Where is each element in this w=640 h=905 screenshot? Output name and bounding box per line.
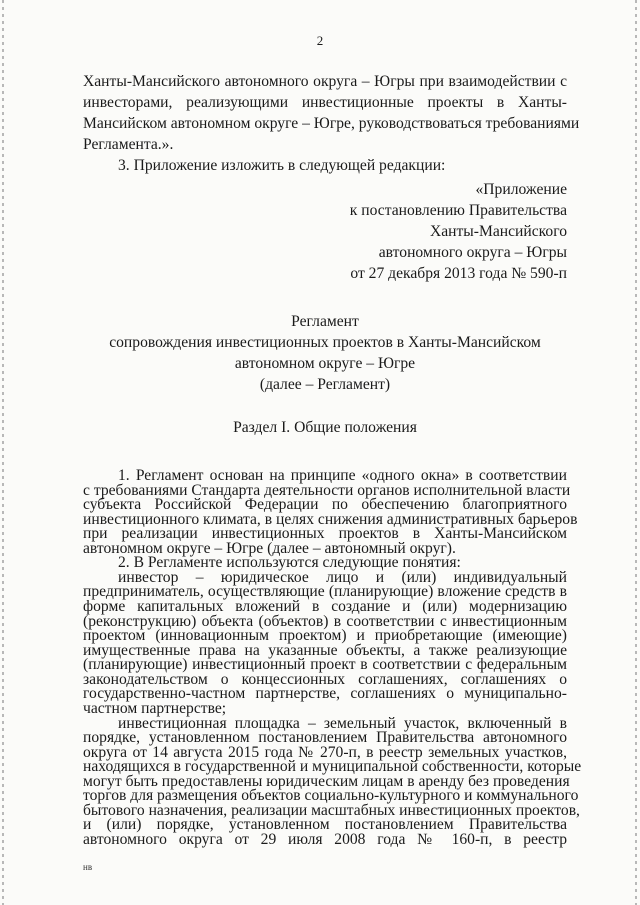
text-line: Регламента.». [83,136,174,153]
paragraph-line: 2. В Регламенте используются следующие понятия: [118,554,461,571]
scan-edge-left [2,0,4,905]
paragraph-line: инвестор – юридическое лицо и (или) индивидуальный [118,569,567,586]
paragraph-line: имущественные права на указанные объекты, а также реализующие [83,642,567,659]
paragraph-line: округа от 14 августа 2015 года № 270-п, в реестр земельных участков, [83,744,567,761]
page-number: 2 [316,33,324,48]
text-line: Ханты-Мансийского автономного округа – Югры при взаимодействии с [83,73,567,90]
paragraph-line: форме капитальных вложений в создание и (или) модернизацию [83,598,567,615]
regulation-title-line: (далее – Регламент) [259,376,391,393]
paragraph-line: и (или) порядке, установленном постановлением Правительства [83,816,567,833]
paragraph-line: государственно-частном партнерстве, соглашениях о муниципально- [83,685,567,702]
paragraph-line: 1. Регламент основан на принципе «одного окна» в соответствии [118,467,567,484]
appendix-header-line: от 27 декабря 2013 года № 590-п [350,265,567,282]
paragraph-line: при реализации инвестиционных проектов в Ханты-Мансийском [83,525,567,542]
paragraph-line: проектом (инновационным проектом) и приобретающие (имеющие) [83,627,567,644]
paragraph-line: инвестиционного климата, в целях снижения административных барьеров [83,511,578,528]
appendix-header-line: Ханты-Мансийского [429,223,567,240]
paragraph-line: предприниматель, осуществляющие (планирующие) вложение средств в [83,583,567,600]
paragraph-line: инвестиционная площадка – земельный участок, включенный в [118,715,567,732]
section-heading: Раздел I. Общие положения [233,419,417,436]
paragraph-line: (планирующие) инвестиционный проект в соответствии с федеральным [83,656,567,673]
paragraph-line: с требованиями Стандарта деятельности органов исполнительной власти [83,482,571,499]
regulation-title-line: сопровождения инвестиционных проектов в Ханты-Мансийском [109,334,541,351]
paragraph-line: автономном округе – Югре (далее – автономный округ). [83,540,456,557]
paragraph-line: автономного округа от 29 июля 2008 года № 160-п, в реестр [83,831,567,848]
text-line: Мансийском автономном округе – Югре, руководствоваться требованиями [83,115,580,132]
paragraph-line: могут быть предоставлены юридическим лицам в аренду без проведения [83,773,570,790]
paragraph-line: субъекта Российской Федерации по обеспечению благоприятного [83,496,567,513]
scan-edge-right [635,0,637,905]
paragraph-line: находящихся в государственной и муниципальной собственности, которые [83,758,582,775]
footer-initials: нв [83,862,93,872]
text-line: 3. Приложение изложить в следующей редакции: [118,157,446,174]
text-line: инвесторами, реализующими инвестиционные проекты в Ханты- [83,94,567,111]
paragraph-line: законодательством о концессионных соглашениях, соглашениях о [83,671,567,688]
appendix-header-line: автономного округа – Югры [378,244,567,261]
appendix-header-line: к постановлению Правительства [349,202,567,219]
paragraph-line: частном партнерстве; [83,700,227,717]
paragraph-line: бытового назначения, реализации масштабных инвестиционных проектов, [83,802,580,819]
paragraph-line: порядке, установленном постановлением Правительства автономного [83,729,567,746]
paragraph-line: торгов для размещения объектов социально-культурного и коммунального [83,787,579,804]
paragraph-line: (реконструкцию) объекта (объектов) в соответствии с инвестиционным [83,613,567,630]
regulation-title: Регламент [291,313,359,330]
regulation-title-line: автономном округе – Югре [234,355,416,372]
appendix-header-line: «Приложение [475,181,567,198]
